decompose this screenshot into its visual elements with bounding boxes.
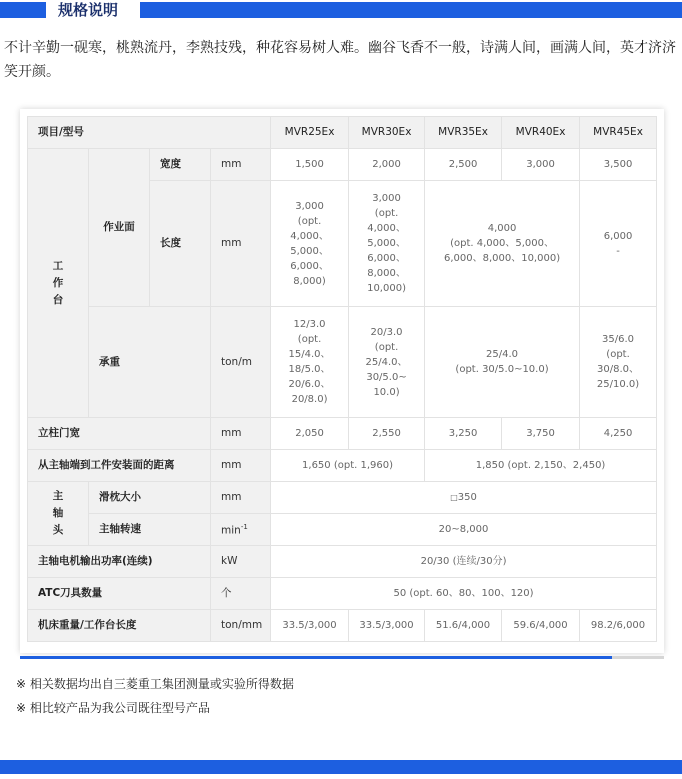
- section-title: 规格说明: [58, 1, 119, 19]
- column-gap-mvr40: 3,750: [502, 418, 580, 450]
- model-mvr30: MVR30Ex: [349, 117, 425, 149]
- width-label: 宽度: [150, 149, 211, 181]
- weight-label: 机床重量/工作台长度: [28, 610, 211, 642]
- speed-label: 主轴转速: [89, 514, 211, 546]
- model-mvr35: MVR35Ex: [425, 117, 502, 149]
- load-mvr45: 35/6.0 (opt. 30/8.0、 25/10.0): [580, 307, 657, 418]
- width-mvr45: 3,500: [580, 149, 657, 181]
- motor-unit: kW: [211, 546, 271, 578]
- note-item: ※ 相比较产品为我公司既往型号产品: [16, 701, 210, 715]
- table-row: [28, 610, 657, 642]
- scrollbar-thumb[interactable]: [20, 656, 612, 659]
- ram-value: □350: [271, 482, 657, 514]
- footer-bar: [0, 760, 682, 774]
- weight-mvr40: 59.6/4,000: [502, 610, 580, 642]
- load-mvr25: 12/3.0 (opt. 15/4.0、 18/5.0、 20/6.0、 20/8.0): [271, 307, 349, 418]
- atc-unit: 个: [211, 578, 271, 610]
- length-mvr45: 6,000 -: [580, 181, 657, 307]
- table-row: [28, 514, 657, 546]
- speed-unit: $\min^{-1}$: [211, 514, 271, 546]
- header-row: [28, 117, 657, 149]
- spindle-distance-mvr35-45: 1,850 (opt. 2,150、2,450): [425, 450, 657, 482]
- horizontal-scrollbar[interactable]: [20, 656, 664, 659]
- worktable-group-label: 工 作 台: [28, 149, 89, 418]
- header-label: 项目/型号: [28, 117, 271, 149]
- load-unit: ton/m: [211, 307, 271, 418]
- note-item: ※ 相关数据均出自三菱重工集团测量或实验所得数据: [16, 677, 294, 691]
- surface-label: 作业面: [89, 149, 150, 307]
- motor-value: 20/30 (连续/30分): [271, 546, 657, 578]
- intro-paragraph: 不计辛勤一砚寒，桃熟流丹，李熟技残，种花容易树人难。幽谷飞香不一般，诗满人间，画满人间，英才济济笑开颜。: [4, 40, 676, 80]
- table-row: [28, 149, 657, 181]
- column-gap-mvr45: 4,250: [580, 418, 657, 450]
- spec-table: [27, 116, 657, 642]
- speed-value: 20~8,000: [271, 514, 657, 546]
- ram-unit: mm: [211, 482, 271, 514]
- table-row: [28, 546, 657, 578]
- atc-label: ATC刀具数量: [28, 578, 211, 610]
- model-mvr40: MVR40Ex: [502, 117, 580, 149]
- table-row: [28, 418, 657, 450]
- width-mvr40: 3,000: [502, 149, 580, 181]
- weight-mvr30: 33.5/3,000: [349, 610, 425, 642]
- atc-value: 50 (opt. 60、80、100、120): [271, 578, 657, 610]
- length-label: 长度: [150, 181, 211, 307]
- square-icon: □: [450, 493, 458, 502]
- table-row: [28, 482, 657, 514]
- table-row: [28, 578, 657, 610]
- ram-label: 滑枕大小: [89, 482, 211, 514]
- weight-mvr35: 51.6/4,000: [425, 610, 502, 642]
- column-gap-mvr25: 2,050: [271, 418, 349, 450]
- model-mvr25: MVR25Ex: [271, 117, 349, 149]
- load-label: 承重: [89, 307, 211, 418]
- spec-table-card: [20, 109, 664, 653]
- notes: [16, 672, 294, 720]
- spindle-distance-mvr25-30: 1,650 (opt. 1,960): [271, 450, 425, 482]
- width-mvr35: 2,500: [425, 149, 502, 181]
- weight-unit: ton/mm: [211, 610, 271, 642]
- spindle-distance-unit: mm: [211, 450, 271, 482]
- length-unit: mm: [211, 181, 271, 307]
- header-right-bar: [140, 2, 682, 18]
- spindle-distance-label: 从主轴端到工件安装面的距离: [28, 450, 211, 482]
- width-mvr30: 2,000: [349, 149, 425, 181]
- motor-label: 主轴电机输出功率(连续): [28, 546, 211, 578]
- load-mvr35-40: 25/4.0 (opt. 30/5.0~10.0): [425, 307, 580, 418]
- column-gap-mvr30: 2,550: [349, 418, 425, 450]
- width-unit: mm: [211, 149, 271, 181]
- column-gap-unit: mm: [211, 418, 271, 450]
- weight-mvr25: 33.5/3,000: [271, 610, 349, 642]
- width-mvr25: 1,500: [271, 149, 349, 181]
- table-row: [28, 307, 657, 418]
- table-row: [28, 450, 657, 482]
- header-left-bar: [0, 2, 46, 18]
- spindle-group-label: 主 轴 头: [28, 482, 89, 546]
- column-gap-label: 立柱门宽: [28, 418, 211, 450]
- length-mvr30: 3,000 (opt. 4,000、 5,000、 6,000、 8,000、 10,000): [349, 181, 425, 307]
- weight-mvr45: 98.2/6,000: [580, 610, 657, 642]
- load-mvr30: 20/3.0 (opt. 25/4.0、 30/5.0~ 10.0): [349, 307, 425, 418]
- column-gap-mvr35: 3,250: [425, 418, 502, 450]
- model-mvr45: MVR45Ex: [580, 117, 657, 149]
- length-mvr25: 3,000 (opt. 4,000、 5,000、 6,000、 8,000): [271, 181, 349, 307]
- length-mvr35-40: 4,000 (opt. 4,000、5,000、 6,000、8,000、10,000): [425, 181, 580, 307]
